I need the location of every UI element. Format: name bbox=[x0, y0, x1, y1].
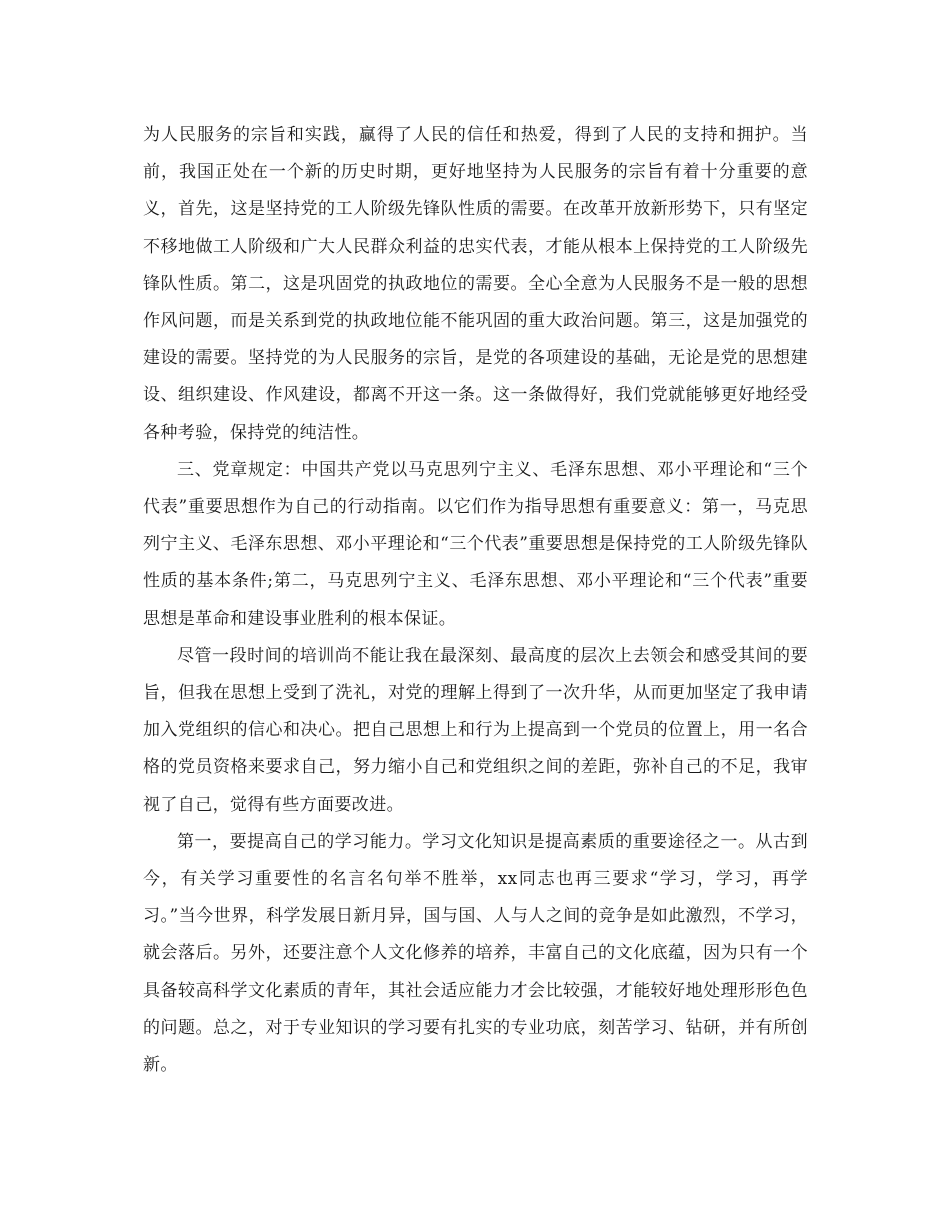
paragraph-continuation: 为人民服务的宗旨和实践，赢得了人民的信任和热爱，得到了人民的支持和拥护。当前，我国正处在一个新的历史时期，更好地坚持为人民服务的宗旨有着十分重要的意义，首先，这是坚持党的工人阶级先锋队性质的需要。在改革开放新形势下，只有坚定不移地做工人阶级和广大人民群众利益的忠实代表，才能从根本上保持党的工人阶级先锋队性质。第二，这是巩固党的执政地位的需要。全心全意为人民服务不是一般的思想作风问题，而是关系到党的执政地位能不能巩固的重大政治问题。第三，这是加强党的建设的需要。坚持党的为人民服务的宗旨，是党的各项建设的基础，无论是党的思想建设、组织建设、作风建设，都离不开这一条。这一条做得好，我们党就能够更好地经受各种考验，保持党的纯洁性。 bbox=[143, 125, 808, 443]
paragraph-party-constitution: 三、党章规定：中国共产党以马克思列宁主义、毛泽东思想、邓小平理论和“三个代表”重要思想作为自己的行动指南。以它们作为指导思想有重要意义：第一，马克思列宁主义、毛泽东思想、邓小平理论和“三个代表”重要思想是保持党的工人阶级先锋队性质的基本条件;第二，马克思列宁主义、毛泽东思想、邓小平理论和“三个代表”重要思想是革命和建设事业胜利的根本保证。 bbox=[143, 459, 808, 629]
paragraph-training-reflection: 尽管一段时间的培训尚不能让我在最深刻、最高度的层次上去领会和感受其间的要旨，但我在思想上受到了洗礼，对党的理解上得到了一次升华，从而更加坚定了我申请加入党组织的信心和决心。把自己思想上和行为上提高到一个党员的位置上，用一名合格的党员资格来要求自己，努力缩小自己和党组织之间的差距，弥补自己的不足，我审视了自己，觉得有些方面要改进。 bbox=[143, 645, 808, 815]
paragraph-learning-ability: 第一，要提高自己的学习能力。学习文化知识是提高素质的重要途径之一。从古到今，有关学习重要性的名言名句举不胜举，xx同志也再三要求“学习，学习，再学习。”当今世界，科学发展日新月异，国与国、人与人之间的竞争是如此激烈，不学习，就会落后。另外，还要注意个人文化修养的培养，丰富自己的文化底蕴，因为只有一个具备较高科学文化素质的青年，其社会适应能力才会比较强，才能较好地处理形形色色的问题。总之，对于专业知识的学习要有扎实的专业功底，刻苦学习、钻研，并有所创新。 bbox=[143, 831, 808, 1076]
document-body bbox=[143, 117, 808, 1084]
